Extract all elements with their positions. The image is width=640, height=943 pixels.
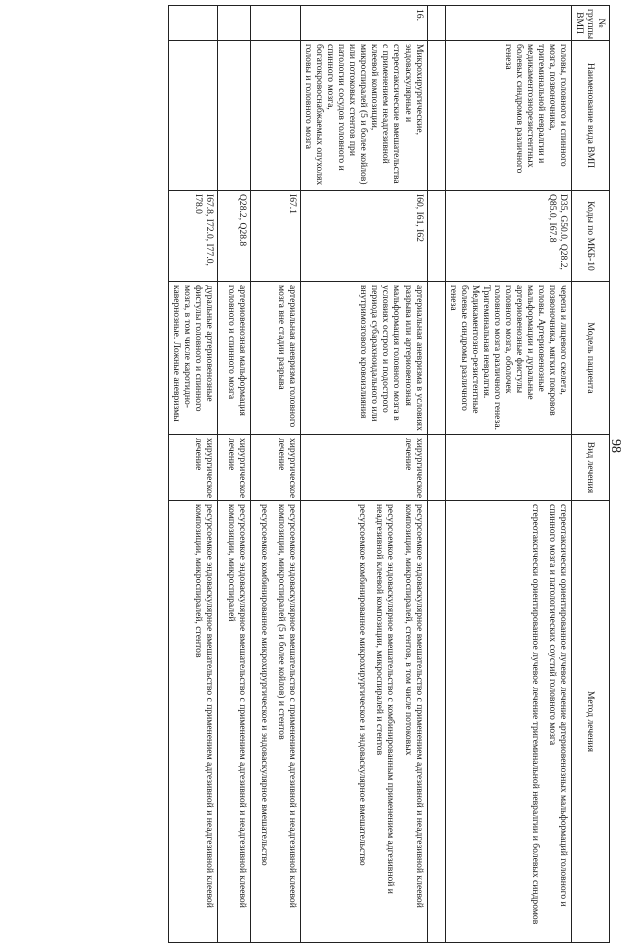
cell-method: [301, 501, 427, 943]
table-row: [301, 6, 427, 943]
cell-vmp-name: головы, головного и спинного мозга, позвоночника, тригеминальной невралгии и медикаментознорезистентных болевых синдромов различного генеза: [445, 41, 571, 191]
cell-method: [251, 501, 301, 943]
method-item: ресурсоемкое эндоваскулярное вмешательство с применением адгезивной и неадгезивной клеевой композиции, микроспиралей: [226, 504, 249, 908]
cell-method: [445, 501, 571, 943]
cell-group-no: 16.: [301, 6, 427, 41]
table-row-gap: [427, 6, 445, 943]
vmp-table: [168, 5, 610, 943]
cell-patient-model: дуральные артериовенозные фистулы головного и спинного мозга, в том числе каротидно-кавернозные. Ложные аневризмы: [168, 282, 217, 435]
method-item: ресурсоемкое комбинированное микрохирургическое и эндоваскулярное вмешательство: [357, 504, 369, 866]
cell-codes: I67.1: [251, 191, 301, 282]
cell-method: [218, 501, 251, 943]
cell-group-no: [168, 6, 217, 41]
header-treatment-type: Вид лечения: [571, 435, 609, 501]
table-row: [168, 6, 217, 943]
header-method: Метод лечения: [571, 501, 609, 943]
cell-codes: I67.8, I72.0, I77.0, I78.0: [168, 191, 217, 282]
cell-treatment-type: [445, 435, 571, 501]
cell-codes: Q28.2, Q28.8: [218, 191, 251, 282]
cell-patient-model: черепа и лицевого скелета, позвоночника, мягких покровов головы. Артериовенозные мальформации и дуральные артериовенозные фистулы головного мозга, оболочек головного мозга различного генеза. Тригеминальная невралгия. Медикаментозно-резистентные болевые синдромы различного генеза: [445, 282, 571, 435]
cell-patient-model: артериовенозная мальформация головного и спинного мозга: [218, 282, 251, 435]
method-item: стереотаксически ориентированное лучевое лечение тригеминальной невралгии и болевых синдромов: [529, 504, 541, 925]
method-item: ресурсоемкое эндоваскулярное вмешательство с применением адгезивной и неадгезивной клеевой композиции, микроспиралей (5 и более койлов) и стентов: [276, 504, 299, 908]
header-patient-model: Модель пациента: [571, 282, 609, 435]
cell-vmp-name: [251, 41, 301, 191]
cell-patient-model: артериальная аневризма в условиях разрыва или артериовенозная мальформация головного мозга в условиях острого и подострого периода субарахноидального или внутримозгового кровоизлияния: [301, 282, 427, 435]
cell-codes: I60, I61, I62: [301, 191, 427, 282]
cell-treatment-type: хирургическое лечение: [168, 435, 217, 501]
header-group-no: № группы ВМП: [571, 6, 609, 41]
rotated-table-area: [85, 5, 610, 925]
header-codes: Коды по МКБ-10: [571, 191, 609, 282]
cell-treatment-type: хирургическое лечение: [251, 435, 301, 501]
method-item: стереотаксически ориентированное лучевое лечение артериовенозных мальформаций головного и спинного мозга и патологических соустий головного мозга: [546, 504, 569, 907]
cell-group-no: [445, 6, 571, 41]
cell-treatment-type: хирургическое лечение: [218, 435, 251, 501]
cell-treatment-type: хирургическое лечение: [301, 435, 427, 501]
method-item: ресурсоемкое эндоваскулярное вмешательство с комбинированным применением адгезивной и неадгезивной клеевой композиции, микроспиралей и стентов: [374, 504, 397, 894]
method-item: ресурсоемкое эндоваскулярное вмешательство с применением адгезивной и неадгезивной клеевой композиции, микроспиралей, стентов, в том числе потоковых: [402, 504, 425, 908]
cell-group-no: [251, 6, 301, 41]
cell-method: [168, 501, 217, 943]
method-item: ресурсоемкое комбинированное микрохирургическое и эндоваскулярное вмешательство: [259, 504, 271, 866]
cell-vmp-name: [218, 41, 251, 191]
header-vmp-name: Наименование вида ВМП: [571, 41, 609, 191]
page-number: 98: [608, 439, 623, 453]
table-row: [251, 6, 301, 943]
table-header-row: [571, 6, 609, 943]
cell-vmp-name: [168, 41, 217, 191]
cell-codes: D35, G50.0, Q28.2, Q85.0, I67.8: [445, 191, 571, 282]
cell-vmp-name: Микрохирургические, эндоваскулярные и стереотаксические вмешательства с применением неадгезивной клеевой композиции, микроспиралей (5 и более койлов) или потоковых стентов при патологии сосудов головного и спинного мозга, богатокровоснабжаемых опухолях головы и головного мозга: [301, 41, 427, 191]
cell-group-no: [218, 6, 251, 41]
table-row: [218, 6, 251, 943]
cell-patient-model: артериальная аневризма головного мозга вне стадии разрыва: [251, 282, 301, 435]
table-row: [445, 6, 571, 943]
method-item: ресурсоемкое эндоваскулярное вмешательство с применением адгезивной и неадгезивной клеевой композиции, микроспиралей, стентов: [193, 504, 216, 908]
